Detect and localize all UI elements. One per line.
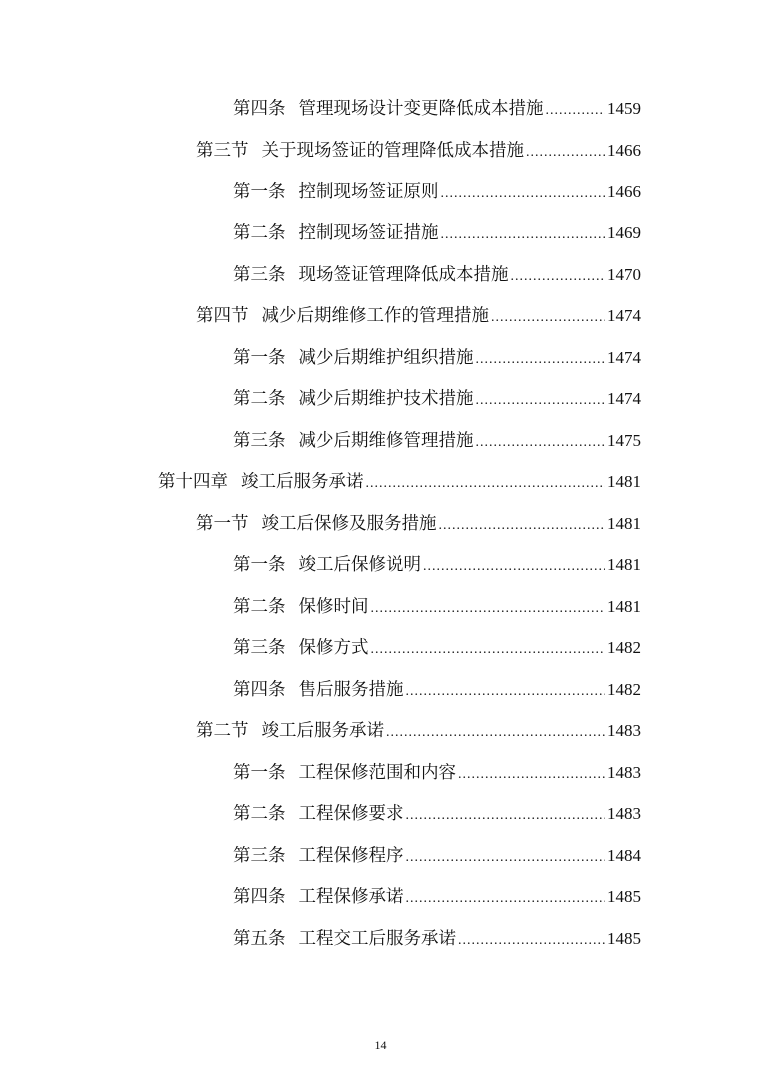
toc-entry-label: 第一节 xyxy=(196,513,249,533)
toc-entry-title: 保修方式 xyxy=(298,637,369,657)
toc-entry-page: 1459 xyxy=(607,99,641,118)
toc-entry-label: 第四节 xyxy=(196,305,249,325)
toc-entry-title: 减少后期维修管理措施 xyxy=(298,430,474,450)
toc-entry-title: 竣工后服务承诺 xyxy=(241,471,364,491)
toc-entry-label: 第三条 xyxy=(233,264,286,284)
toc-entry-page: 1466 xyxy=(607,141,641,160)
dot-leader xyxy=(406,795,606,837)
toc-entry-title: 竣工后保修及服务措施 xyxy=(261,513,437,533)
toc-entry-label: 第二条 xyxy=(233,222,286,242)
toc-entry-label: 第三条 xyxy=(233,430,286,450)
toc-entry-label: 第四条 xyxy=(233,98,286,118)
toc-entry-page: 1484 xyxy=(607,846,641,865)
toc-entry-page: 1475 xyxy=(607,431,641,450)
toc-entry-label: 第一条 xyxy=(233,554,286,574)
dot-leader xyxy=(491,297,605,339)
dot-leader xyxy=(371,588,606,630)
toc-entry-page: 1474 xyxy=(607,348,641,367)
toc-entry-label: 第二节 xyxy=(196,720,249,740)
toc-entry-title: 竣工后服务承诺 xyxy=(261,720,384,740)
dot-leader xyxy=(511,256,606,298)
toc-entry-label: 第三节 xyxy=(196,140,249,160)
toc-entry-page: 1481 xyxy=(607,597,641,616)
toc-entry[interactable] xyxy=(233,87,641,129)
toc-entry-page: 1482 xyxy=(607,680,641,699)
toc-entry-title: 竣工后保修说明 xyxy=(298,554,421,574)
toc-entry[interactable] xyxy=(233,170,641,212)
toc-entry[interactable] xyxy=(233,377,641,419)
dot-leader xyxy=(406,837,606,879)
toc-entry-title: 工程保修要求 xyxy=(298,803,404,823)
toc-entry-label: 第二条 xyxy=(233,803,286,823)
toc-entry[interactable] xyxy=(196,129,641,171)
toc-entry-page: 1466 xyxy=(607,182,641,201)
toc-entry-title: 关于现场签证的管理降低成本措施 xyxy=(261,140,524,160)
toc-entry-page: 1469 xyxy=(607,223,641,242)
toc-entry-page: 1485 xyxy=(607,887,641,906)
dot-leader xyxy=(386,712,605,754)
toc-entry[interactable] xyxy=(233,792,641,834)
toc-entry[interactable] xyxy=(233,211,641,253)
toc-entry[interactable] xyxy=(233,668,641,710)
toc-entry-title: 控制现场签证原则 xyxy=(298,181,439,201)
toc-entry-title: 管理现场设计变更降低成本措施 xyxy=(298,98,544,118)
toc-entry-page: 1470 xyxy=(607,265,641,284)
toc-entry[interactable] xyxy=(196,709,641,751)
dot-leader xyxy=(476,422,606,464)
dot-leader xyxy=(476,380,606,422)
dot-leader xyxy=(526,132,605,174)
toc-entry[interactable] xyxy=(233,543,641,585)
toc-entry-label: 第二条 xyxy=(233,596,286,616)
toc-entry[interactable] xyxy=(233,917,641,959)
toc-entry-label: 第一条 xyxy=(233,181,286,201)
toc-entry-title: 减少后期维护技术措施 xyxy=(298,388,474,408)
toc-entry-title: 工程保修承诺 xyxy=(298,886,404,906)
toc-entry[interactable] xyxy=(196,502,641,544)
dot-leader xyxy=(439,505,606,547)
toc-entry-label: 第五条 xyxy=(233,928,286,948)
dot-leader xyxy=(441,173,606,215)
toc-entry-label: 第四条 xyxy=(233,886,286,906)
dot-leader xyxy=(406,671,606,713)
toc-entry-page: 1485 xyxy=(607,929,641,948)
toc-entry-page: 1483 xyxy=(607,763,641,782)
page-number: 14 xyxy=(374,1038,387,1052)
toc-entry-label: 第三条 xyxy=(233,637,286,657)
dot-leader xyxy=(366,463,606,505)
toc-entry-page: 1481 xyxy=(607,472,641,491)
dot-leader xyxy=(458,754,605,796)
toc-entry-page: 1474 xyxy=(607,306,641,325)
toc-entry-label: 第十四章 xyxy=(158,471,228,491)
toc-entry-title: 售后服务措施 xyxy=(298,679,404,699)
dot-leader xyxy=(423,546,605,588)
toc-entry-title: 现场签证管理降低成本措施 xyxy=(298,264,509,284)
toc-entry[interactable] xyxy=(233,626,641,668)
toc-entry-page: 1482 xyxy=(607,638,641,657)
dot-leader xyxy=(371,629,606,671)
toc-entry-title: 减少后期维修工作的管理措施 xyxy=(261,305,489,325)
toc-entry-label: 第二条 xyxy=(233,388,286,408)
toc-entry-title: 工程保修范围和内容 xyxy=(298,762,456,782)
toc-entry-label: 第一条 xyxy=(233,762,286,782)
toc-entry-label: 第一条 xyxy=(233,347,286,367)
toc-entry[interactable] xyxy=(233,751,641,793)
toc-entry[interactable] xyxy=(196,294,641,336)
toc-entry-label: 第四条 xyxy=(233,679,286,699)
toc-entry-page: 1483 xyxy=(607,721,641,740)
toc-entry-title: 工程保修程序 xyxy=(298,845,404,865)
dot-leader xyxy=(406,878,606,920)
toc-entry-page: 1481 xyxy=(607,555,641,574)
toc-entry-title: 减少后期维护组织措施 xyxy=(298,347,474,367)
dot-leader xyxy=(458,920,605,962)
toc-entry-label: 第三条 xyxy=(233,845,286,865)
toc-entry[interactable] xyxy=(233,585,641,627)
toc-entry-page: 1474 xyxy=(607,389,641,408)
toc-entry-title: 控制现场签证措施 xyxy=(298,222,439,242)
toc-entry[interactable] xyxy=(233,834,641,876)
toc-entry[interactable] xyxy=(233,336,641,378)
toc-entry[interactable] xyxy=(233,253,641,295)
toc-entry-page: 1483 xyxy=(607,804,641,823)
dot-leader xyxy=(546,90,606,132)
toc-entry-title: 保修时间 xyxy=(298,596,369,616)
toc-entry[interactable] xyxy=(158,460,641,502)
dot-leader xyxy=(476,339,606,381)
toc-entry-title: 工程交工后服务承诺 xyxy=(298,928,456,948)
toc-entry[interactable] xyxy=(233,875,641,917)
toc-entry-page: 1481 xyxy=(607,514,641,533)
toc-entry[interactable] xyxy=(233,419,641,461)
dot-leader xyxy=(441,214,606,256)
